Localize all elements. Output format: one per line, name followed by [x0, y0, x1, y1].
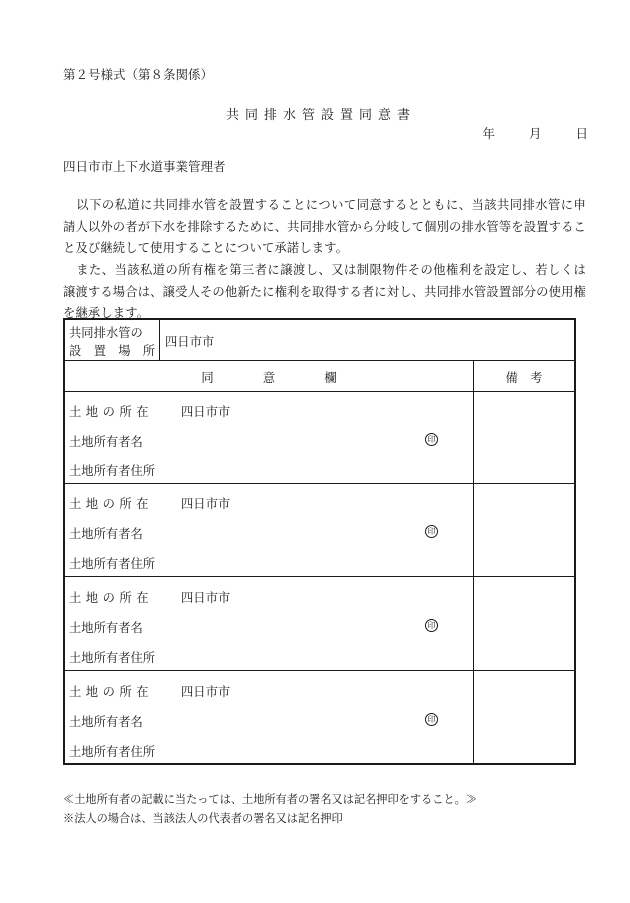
owner-address-label: 土地所有者住所	[69, 464, 156, 478]
owner-address-label: 土地所有者住所	[69, 557, 156, 571]
date-year: 年	[482, 126, 495, 141]
table-rule	[473, 360, 474, 765]
seal-mark-icon: 印	[425, 713, 438, 726]
location-value: 四日市市	[165, 335, 215, 349]
remarks-column-header: 備 考	[505, 371, 543, 385]
owner-address-label: 土地所有者住所	[69, 745, 156, 759]
land-location-value: 四日市市	[181, 685, 231, 699]
seal-mark-icon: 印	[425, 433, 438, 446]
land-location-label: 土地の所在	[69, 591, 153, 605]
owner-name-label: 土地所有者名	[69, 715, 143, 729]
date-day: 日	[575, 126, 588, 141]
land-location-value: 四日市市	[181, 405, 231, 419]
consent-paragraph-1	[63, 195, 586, 260]
form-number: 第２号様式（第８条関係）	[63, 67, 214, 82]
owner-name-label: 土地所有者名	[69, 435, 143, 449]
date-month: 月	[528, 126, 542, 141]
table-rule	[65, 670, 574, 671]
document-title: 共同排水管設置同意書	[225, 108, 416, 123]
table-rule	[65, 391, 574, 392]
location-label-line2: 設 置 場 所	[69, 344, 156, 358]
corporation-note: ※法人の場合は、当該法人の代表者の署名又は記名押印	[63, 812, 343, 825]
consent-form-table	[63, 318, 576, 765]
date-line	[452, 124, 588, 142]
table-rule	[159, 320, 160, 360]
land-location-value: 四日市市	[181, 591, 231, 605]
seal-mark-icon: 印	[425, 619, 438, 632]
consent-column-header: 同 意 欄	[201, 371, 337, 385]
land-location-value: 四日市市	[181, 497, 231, 511]
owner-name-label: 土地所有者名	[69, 621, 143, 635]
consent-paragraph-2-text: また、当該私道の所有権を第三者に譲渡し、又は制限物件その他権利を設定し、若しくは譲渡する場合は、譲受人その他新たに権利を取得する者に対し、共同排水管設置部分の使用権を継承します。	[63, 263, 586, 320]
owner-address-label: 土地所有者住所	[69, 651, 156, 665]
signature-note: ≪土地所有者の記載に当たっては、土地所有者の署名又は記名押印をすること。≫	[63, 793, 477, 806]
consent-paragraph-2	[63, 260, 586, 325]
table-rule	[65, 483, 574, 484]
land-location-label: 土地の所在	[69, 685, 153, 699]
table-rule	[65, 576, 574, 577]
location-label-line1: 共同排水管の	[69, 326, 143, 340]
seal-mark-icon: 印	[425, 525, 438, 538]
land-location-label: 土地の所在	[69, 497, 153, 511]
consent-paragraph-1-text: 以下の私道に共同排水管を設置することについて同意するとともに、当該共同排水管に申請人以外の者が下水を排除するために、共同排水管から分岐して個別の排水管等を設置すること及び継続して使用することについて承諾します。	[63, 198, 586, 255]
addressee: 四日市市上下水道事業管理者	[63, 159, 226, 174]
owner-name-label: 土地所有者名	[69, 527, 143, 541]
land-location-label: 土地の所在	[69, 405, 153, 419]
table-rule	[65, 360, 574, 361]
